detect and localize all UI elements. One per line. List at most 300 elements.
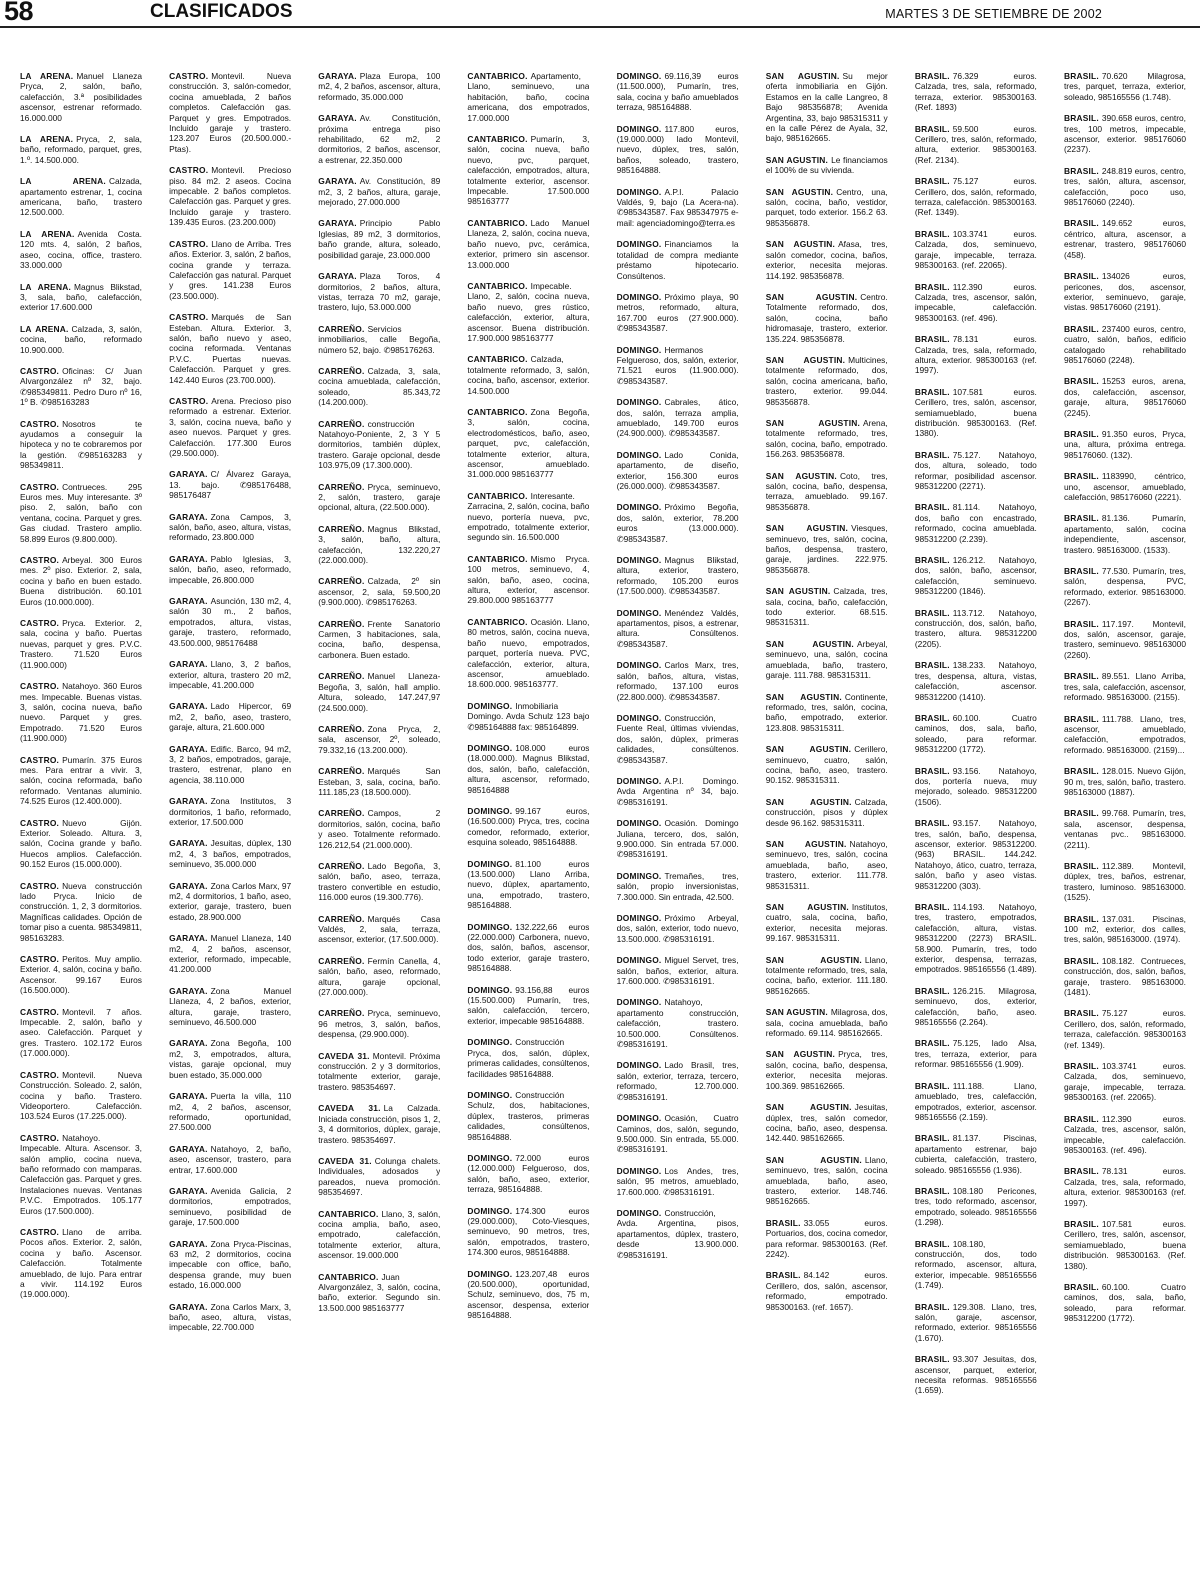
classified-ad bbox=[915, 660, 1037, 702]
ad-text: Llano de Arriba. Tres años. Exterior. 3, salón, 2 baños, cocina grande y terraza. Calefacción gas natural. Parquet y gres. 141.238 Euros (23.500.000). bbox=[169, 238, 292, 301]
ad-text: Zona Begoña, 100 m2, 3, empotrados, altura, vistas, garaje opcional, muy buen estado, 35.000.000 bbox=[169, 1038, 292, 1080]
classified-ad bbox=[766, 744, 888, 786]
classified-ad bbox=[1064, 808, 1186, 850]
classified-ad bbox=[20, 229, 142, 271]
ad-agency: CARREÑO. bbox=[318, 418, 365, 429]
classified-ad bbox=[169, 986, 291, 1028]
ad-agency: BRASIL. bbox=[914, 712, 950, 723]
ad-text: 81.137. Piscinas, apartamento estrenar, bajo cubierta, calefacción, trastero, soleado. 985165556 (1.936). bbox=[914, 1133, 1037, 1175]
ad-agency: BRASIL. bbox=[914, 1185, 950, 1196]
classified-ad bbox=[169, 881, 291, 923]
ad-text: 81.100 euros (13.500.000) Llano Arriba, nuevo, dúplex, apartamento, una, empotrado, trastero, 985164888. bbox=[467, 858, 590, 911]
ad-agency: SAN AGUSTIN. bbox=[765, 523, 849, 534]
ad-agency: BRASIL. bbox=[1063, 271, 1099, 282]
ad-text: 93.307 Jesuitas, dos, ascensor, parquet, exterior, necesita reformas. 985165556 (1.659). bbox=[914, 1354, 1037, 1396]
ad-agency: CANTABRICO. bbox=[467, 553, 528, 564]
ad-agency: BRASIL. bbox=[1063, 1008, 1099, 1019]
classified-ad bbox=[467, 1206, 589, 1258]
ad-text: 81.114. Natahoyo, dos, baño con encastrado, reformado, cocina amueblada. 985312200 (2.239). bbox=[914, 502, 1037, 544]
ad-agency: CANTABRICO. bbox=[318, 1208, 379, 1219]
ad-agency: DOMINGO. bbox=[616, 1207, 662, 1218]
ad-agency: SAN AGUSTIN. bbox=[765, 354, 846, 365]
ad-text: Llano, 3, salón, cocina amplia, baño, aseo, empotrado, calefacción, totalmente exterior, altura, ascensor. 19.000.000 bbox=[318, 1208, 441, 1261]
ad-text: Centro, una, salón, cocina, baño, vestidor, parquet, todo exterior. 156.2 63. 985356878. bbox=[765, 186, 888, 228]
classified-ad bbox=[318, 861, 440, 903]
ad-agency: DOMINGO. bbox=[467, 1152, 513, 1163]
classified-columns bbox=[20, 71, 1186, 1571]
ad-text: 126.215. Milagrosa, seminuevo, dos, exterior, calefacción, baño, aseo. 985165556 (2.264). bbox=[914, 985, 1037, 1028]
ad-text: 149.652 euros, céntrico, altura, ascensor, a estrenar, trastero, 985176060 (458). bbox=[1063, 218, 1186, 260]
classified-ad bbox=[467, 1153, 589, 1195]
ad-text: Frente Sanatorio Carmen, 3 habitaciones, sala, cocina, baño, despensa, carbonera. Buen estado. bbox=[318, 618, 441, 660]
classified-ad bbox=[467, 617, 589, 690]
ad-agency: CAVEDA 31. bbox=[318, 1050, 370, 1061]
ad-agency: BRASIL. bbox=[1063, 1113, 1099, 1124]
classified-ad bbox=[318, 766, 440, 797]
ad-text: 1183990, céntrico, uno, ascensor, amueblado, calefacción, 985176060 (2221). bbox=[1063, 471, 1186, 502]
ad-agency: SAN AGUSTIN. bbox=[765, 691, 842, 702]
classified-ad bbox=[1064, 619, 1186, 661]
classified-ad bbox=[20, 881, 142, 943]
classified-ad bbox=[766, 292, 888, 344]
ad-agency: CASTRO. bbox=[169, 395, 209, 406]
classified-ad bbox=[20, 555, 142, 607]
classified-ad bbox=[766, 1102, 888, 1144]
ad-text: Magnus Blikstad, 3, sala, baño, calefacción, exterior 17.600.000 bbox=[20, 281, 142, 313]
ad-text: 114.193. Natahoyo, tres, trastero, empotrados, calefacción, altura, vistas. 985312200 (2273) BRASIL. 58.900. Pumarín, tres, todo exterior, despensa, terrazas, empotrados. 985165556 (1.489). bbox=[914, 902, 1037, 975]
ad-text: 107.581 euros. Cerillero, tres, salón, ascensor, semiamueblado, buena distribución. 985300163. (Ref. 1380). bbox=[1063, 1218, 1186, 1271]
classified-ad bbox=[467, 806, 589, 848]
ad-agency: DOMINGO. bbox=[616, 555, 662, 566]
classified-ad bbox=[169, 701, 291, 732]
ad-agency: DOMINGO. bbox=[616, 1165, 662, 1176]
ad-agency: DOMINGO. bbox=[616, 712, 662, 723]
ad-agency: DOMINGO. bbox=[616, 870, 662, 881]
classified-ad bbox=[617, 124, 739, 176]
ad-agency: DOMINGO. bbox=[467, 700, 513, 711]
ad-text: 72.000 euros (12.000.000) Felgueroso, dos, salón, baño, aseo, exterior, terraza, 985164888. bbox=[467, 1152, 590, 1195]
classified-ad bbox=[915, 766, 1037, 808]
ad-text: 59.500 euros. Cerillero, tres, salón, reformado, altura, exterior. 985300163. (Ref. 2134). bbox=[914, 123, 1037, 165]
ad-text: Magnus Blikstad, altura, exterior, trastero, reformado, 105.200 euros (17.500.000). ✆985343587. bbox=[616, 555, 739, 597]
ad-text: Contrueces. 295 Euros mes. Muy interesante. 3º piso. 2, salón, baño con ventana, cocina. Parquet y gres. Gas ciudad. Trastero amplio. 58.899 Euros (9.800.000). bbox=[20, 481, 142, 544]
ad-text: Menéndez Valdés, apartamentos, pisos, a estrenar, altura. Consúltenos. ✆985343587. bbox=[616, 607, 739, 649]
ad-text: Centro. Totalmente reformado, dos, salón, cocina, baño hidromasaje, trastero, exterior. 135.224. 985356878. bbox=[765, 291, 888, 344]
ad-agency: BRASIL. bbox=[914, 818, 950, 829]
classified-ad bbox=[617, 713, 739, 765]
ad-text: Su mejor oferta inmobiliaria en Gijón. Estamos en la calle Langreo, 8 Bajo 985356878; Avenida Argentina, 33, bajo 985315311 y en la calle Pérez de Ayala, 32, bajo, 985162665. bbox=[765, 71, 888, 144]
classified-ad bbox=[169, 744, 291, 786]
ad-agency: CARREÑO. bbox=[318, 766, 365, 777]
ad-agency: CARREÑO. bbox=[318, 618, 365, 629]
ad-agency: GARAYA. bbox=[169, 933, 208, 944]
classified-ad bbox=[766, 955, 888, 997]
ad-agency: BRASIL. bbox=[1063, 428, 1099, 439]
ad-agency: CAVEDA 31. bbox=[318, 1103, 381, 1114]
ad-text: 108.180 Pericones, tres, todo reformado, ascensor, empotrado, soleado. 985165556 (1.298). bbox=[914, 1185, 1037, 1228]
ad-text: Próximo playa, 90 metros, reformado, altura, 167.700 euros (27.900.000). ✆985343587. bbox=[616, 291, 739, 334]
ad-text: Avenida Galicia, 2 dormitorios, empotrados, seminuevo, posibilidad de garaje, 17.500.000 bbox=[169, 1185, 292, 1228]
ad-text: Principio Pablo Iglesias, 89 m2, 3 dormitorios, baño grande, altura, soleado, posibilidad garaje, 23.000.000 bbox=[318, 218, 441, 260]
classified-ad bbox=[318, 419, 440, 471]
classified-ad bbox=[915, 124, 1037, 166]
classified-ad bbox=[617, 239, 739, 281]
classified-ad bbox=[318, 482, 440, 513]
classified-ad bbox=[318, 1209, 440, 1261]
ad-text: Arbeyal. 300 Euros mes. 2º piso. Exterior. 2, sala, cocina y baño en buen estado. Buena distribución. 60.101 Euros (10.000.000). bbox=[20, 555, 142, 607]
classified-ad bbox=[169, 933, 291, 975]
classified-ad bbox=[915, 229, 1037, 271]
classified-ad bbox=[915, 387, 1037, 439]
ad-agency: SAN AGUSTIN. bbox=[765, 902, 849, 912]
ad-agency: BRASIL. bbox=[765, 1270, 801, 1281]
ad-agency: SAN AGUSTIN. bbox=[765, 186, 834, 197]
column-8 bbox=[1064, 71, 1186, 1571]
ad-text: Cerillero, seminuevo, cuatro, salón, cocina, baño, aseo, trastero. 90.152. 985315311. bbox=[765, 744, 888, 786]
classified-ad bbox=[915, 818, 1037, 891]
ad-text: Montevil. Nueva Construcción. Soleado. 2, salón, cocina y baño. Trastero. Videoportero. Calefacción. 103.524 Euros (17.225.000). bbox=[20, 1069, 142, 1122]
ad-agency: DOMINGO. bbox=[467, 858, 513, 869]
ad-agency: LA ARENA. bbox=[20, 228, 75, 239]
classified-ad bbox=[617, 871, 739, 902]
ad-text: Le financiamos el 100% de su vivienda. bbox=[765, 154, 888, 176]
ad-text: Magnus Blikstad, 3, salón, baño, altura, calefacción, 132.220,27 (22.000.000). bbox=[318, 523, 441, 566]
classified-ad bbox=[617, 955, 739, 986]
ad-agency: DOMINGO. bbox=[467, 921, 513, 932]
ad-text: Impecable. Llano, 2, salón, cocina nueva, baño nuevo, gres rústico, calefacción, exterior, altura, ascensor. Buena distribución. 17.900.000 985163777 bbox=[467, 280, 590, 343]
classified-ad bbox=[467, 134, 589, 207]
ad-agency: BRASIL. bbox=[914, 386, 950, 397]
ad-text: Calzada, 2º sin ascensor, 2, sala, 59.500,20 (9.900.000). ✆985176263. bbox=[318, 576, 441, 608]
ad-text: Llano, seminuevo, tres, salón, cocina amueblada, baño, aseo, trastero, exterior. 148.746. 985162665. bbox=[765, 1154, 888, 1207]
ad-agency: DOMINGO. bbox=[467, 1089, 513, 1100]
ad-agency: GARAYA. bbox=[318, 113, 357, 124]
ad-text: Montevil. Próxima construcción. 2 y 3 dormitorios, totalmente exterior, garaje, trastero. 985354697. bbox=[318, 1050, 441, 1092]
ad-agency: BRASIL. bbox=[1063, 860, 1099, 871]
classified-ad bbox=[169, 838, 291, 869]
ad-agency: BRASIL. bbox=[914, 1133, 950, 1144]
ad-text: Nueva construcción lado Pryca. Inicio de construcción. 1, 2, 3 dormitorios. Magníficas calidades. Opción de tomar piso a cuenta. 985349811, 985163283. bbox=[20, 880, 142, 943]
classified-ad bbox=[915, 555, 1037, 597]
ad-text: 15253 euros, arena, dos, calefacción, ascensor, garaje, altura, 985176060 (2245). bbox=[1063, 376, 1186, 418]
ad-agency: DOMINGO. bbox=[616, 71, 662, 81]
ad-text: 117.197. Montevil, dos, salón, ascensor, garaje, trastero, seminuevo. 985163000 (2260). bbox=[1063, 618, 1186, 660]
ad-agency: SAN AGUSTIN. bbox=[765, 796, 852, 807]
classified-ad bbox=[169, 1091, 291, 1133]
ad-text: Natahoyo, seminuevo, tres, salón, cocina amueblada, baño, aseo, trastero, exterior. 111.778. 985315311. bbox=[765, 838, 888, 891]
ad-agency: DOMINGO. bbox=[616, 397, 662, 408]
classified-ad bbox=[467, 71, 589, 123]
ad-text: 75.127. Natahoyo, dos, altura, soleado, todo reformar, posibilidad ascensor. 985312200 (2271). bbox=[914, 449, 1037, 491]
ad-agency: SAN AGUSTIN. bbox=[765, 470, 837, 481]
classified-ad bbox=[915, 986, 1037, 1028]
ad-agency: GARAYA. bbox=[169, 1238, 208, 1249]
ad-text: 108.182. Contrueces, construcción, dos, salón, baños, garaje, trastero. 985163000. (1481). bbox=[1063, 955, 1186, 998]
ad-text: Mismo Pryca. 100 metros, seminuevo, 4, salón, baño, aseo, cocina, altura, exterior, ascensor. 29.800.000 985163777 bbox=[467, 553, 590, 606]
ad-text: Peritos. Muy amplio. Exterior. 4, salón, cocina y baño. Ascensor. 99.167 Euros (16.500.000). bbox=[20, 954, 142, 996]
ad-agency: CASTRO. bbox=[169, 165, 209, 176]
ad-agency: DOMINGO. bbox=[467, 742, 513, 753]
ad-agency: CASTRO. bbox=[20, 481, 60, 492]
classified-ad bbox=[915, 1081, 1037, 1123]
classified-ad bbox=[766, 239, 888, 281]
ad-agency: DOMINGO. bbox=[616, 913, 662, 923]
ad-agency: BRASIL. bbox=[1063, 913, 1099, 924]
section-title: CLASIFICADOS bbox=[150, 1, 293, 22]
classified-ad bbox=[915, 502, 1037, 544]
ad-text: Hermanos Felgueroso, dos, salón, exterior, 71.521 euros (11.900.000). ✆985343587. bbox=[616, 344, 739, 386]
ad-text: 76.329 euros. Calzada, tres, sala, reformado, terraza, exterior. 985300163. (Ref. 1893) bbox=[914, 71, 1037, 113]
ad-agency: CARREÑO. bbox=[318, 808, 365, 819]
ad-text: 70.620 Milagrosa, tres, parquet, terraza, exterior, soleado, 985165556 (1.748). bbox=[1063, 71, 1186, 102]
classified-ad bbox=[467, 1090, 589, 1142]
ad-text: 103.3741 euros. Calzada, dos, seminuevo, garaje, impecable, terraza. 985300163. (ref. 22065). bbox=[914, 228, 1037, 271]
ad-text: Arbeyal, seminuevo, una, salón, cocina amueblada, baño, trastero, garaje. 111.788. 985315311. bbox=[765, 638, 888, 681]
classified-ad bbox=[20, 818, 142, 870]
classified-ad bbox=[169, 469, 291, 500]
ad-agency: CASTRO. bbox=[169, 238, 209, 249]
classified-ad bbox=[169, 239, 291, 301]
ad-agency: GARAYA. bbox=[318, 71, 357, 81]
ad-text: 93.157. Natahoyo, tres, salón, baño, despensa, ascensor, exterior. 985312200. (963) BRASIL. 144.242. Natahoyo, ático, cuatro, terraza, salón, baño y aseo vistas. 985312200 (303). bbox=[914, 818, 1037, 891]
ad-agency: GARAYA. bbox=[318, 218, 357, 229]
classified-ad bbox=[1064, 956, 1186, 998]
classified-ad bbox=[467, 491, 589, 543]
ad-text: Marqués de San Esteban. Altura. Exterior. 3, salón, baño nuevo y aseo, cocina reformada. Ventanas P.V.C. Puertas nuevas. Calefacción. Parquet y gres. 142.440 Euros (23.700.000). bbox=[169, 312, 292, 385]
ad-agency: BRASIL. bbox=[914, 1354, 950, 1365]
ad-agency: BRASIL. bbox=[1063, 671, 1099, 682]
classified-ad bbox=[617, 818, 739, 860]
classified-ad bbox=[1064, 1114, 1186, 1156]
ad-text: 132.222,66 euros (22.000.000) Carbonera, nuevo, dos, salón, baños, ascensor, todo exterior, garaje trastero, 985164888. bbox=[467, 921, 590, 974]
ad-text: Llano, 3, 2 baños, exterior, altura, trastero 20 m2, impecable, 41.200.000 bbox=[169, 659, 292, 690]
ad-text: Pryca, 2, sala, baño, reformado, parquet, gres, 1.º. 14.500.000. bbox=[20, 134, 142, 165]
ad-agency: DOMINGO. bbox=[616, 1060, 662, 1071]
ad-text: 99.768. Pumarín, tres, sala, ascensor, despensa, ventanas pvc.. 985163000. (2211). bbox=[1063, 808, 1186, 850]
classified-ad bbox=[1064, 1061, 1186, 1103]
ad-agency: CARREÑO. bbox=[318, 860, 365, 871]
ad-agency: CASTRO. bbox=[20, 365, 60, 376]
ad-agency: BRASIL. bbox=[1063, 1281, 1099, 1292]
classified-ad bbox=[766, 639, 888, 681]
classified-ad bbox=[318, 956, 440, 998]
ad-text: 107.581 euros. Cerillero, tres, salón, ascensor, semiamueblado, buena distribución. 985300163. (Ref. 1380). bbox=[914, 386, 1037, 439]
ad-agency: BRASIL. bbox=[1063, 323, 1099, 334]
ad-agency: CANTABRICO. bbox=[467, 354, 528, 365]
ad-agency: DOMINGO. bbox=[616, 502, 662, 513]
ad-agency: CASTRO. bbox=[20, 880, 60, 891]
ad-text: Interesante. Zarracina, 2, salón, cocina, baño nuevo, portería nueva, pvc, empotrado, totalmente exterior, segundo sin. 16.500.000 bbox=[467, 490, 590, 543]
ad-agency: SAN AGUSTIN. bbox=[765, 239, 836, 250]
ad-text: Cabrales, ático, dos, salón, terraza amplia, amueblado, 149.700 euros (24.900.000). ✆985343587. bbox=[616, 397, 739, 439]
classified-ad bbox=[1064, 861, 1186, 903]
classified-ad bbox=[766, 471, 888, 513]
ad-text: Calzada, totalmente reformado, 3, salón, cocina, baño, ascensor, exterior. 14.500.000 bbox=[467, 354, 590, 396]
classified-ad bbox=[20, 324, 142, 355]
ad-agency: GARAYA. bbox=[169, 1143, 208, 1154]
ad-agency: BRASIL. bbox=[914, 1238, 950, 1249]
ad-agency: BRASIL. bbox=[1063, 1218, 1099, 1229]
ad-text: C/ Álvarez Garaya, 13. bajo. ✆985176488, 985176487 bbox=[169, 469, 292, 501]
classified-ad bbox=[1064, 324, 1186, 366]
classified-ad bbox=[318, 271, 440, 313]
ad-text: Natahoyo, apartamento construcción, calefacción, trastero. 10.500.000. Consúltenos. ✆985316191. bbox=[616, 997, 739, 1050]
ad-agency: BRASIL. bbox=[914, 1301, 950, 1312]
ad-text: 99.167 euros, (16.500.000) Pryca, tres, cocina comedor, reformado, exterior, esquina soleado, 985164888. bbox=[467, 805, 590, 848]
ad-text: Servicios inmobiliarios, calle Begoña, número 52, bajo. ✆985176263. bbox=[318, 323, 441, 355]
classified-ad bbox=[20, 1007, 142, 1059]
ad-agency: LA ARENA. bbox=[20, 134, 74, 145]
ad-text: 75.125, lado Alsa, tres, terraza, exterior, para reformar. 985165556 (1.909). bbox=[914, 1038, 1037, 1070]
classified-ad bbox=[318, 218, 440, 260]
ad-text: Afasa, tres, salón comedor, cocina, baños, exterior, necesita mejoras. 114.192. 985356878. bbox=[765, 239, 888, 281]
classified-ad bbox=[169, 659, 291, 690]
classified-ad bbox=[617, 776, 739, 807]
classified-ad bbox=[318, 619, 440, 661]
ad-agency: BRASIL. bbox=[1063, 513, 1099, 524]
ad-agency: CASTRO. bbox=[20, 1006, 60, 1017]
classified-ad bbox=[20, 134, 142, 165]
ad-agency: LA ARENA. bbox=[20, 323, 69, 334]
classified-ad bbox=[617, 71, 739, 113]
ad-agency: CARREÑO. bbox=[318, 365, 365, 376]
ad-text: Natahoyo, 2, baño, aseo, ascensor, trastero, para entrar, 17.600.000 bbox=[169, 1143, 292, 1175]
ad-text: Zona Campos, 3, salón, baño, aseo, altura, vistas, reformado, 23.800.000 bbox=[169, 511, 292, 543]
ad-text: Zona Carlos Marx, 97 m2, 4 dormitorios, 1 baño, aseo, exterior, garaje, trastero, buen estado, 28.900.000 bbox=[169, 880, 292, 922]
ad-text: Ocasión. Domingo Juliana, tercero, dos, salón, 9.900.000. Sin entrada 57.000. ✆985316191. bbox=[616, 818, 739, 860]
ad-text: 123.207,48 euros (20.500.000), oportunidad, Schulz, seminuevo, dos, 75 m, ascensor, despensa, exterior 985164888. bbox=[467, 1268, 590, 1321]
ad-agency: BRASIL. bbox=[914, 607, 950, 618]
classified-ad bbox=[766, 1155, 888, 1207]
classified-ad bbox=[467, 407, 589, 480]
ad-agency: SAN AGUSTIN. bbox=[765, 838, 847, 849]
ad-agency: CASTRO. bbox=[20, 1069, 60, 1080]
ad-text: Coto, tres, salón, cocina, baño, despensa, terraza, amueblado. 99.167. 985356878. bbox=[765, 470, 888, 512]
ad-text: construcción Natahoyo-Poniente, 2, 3 Y 5 dormitorios, también dúplex, trastero. Garaje opcional, desde 103.975,09 (17.300.000). bbox=[318, 418, 441, 471]
classified-ad bbox=[169, 1186, 291, 1228]
classified-ad bbox=[915, 450, 1037, 492]
classified-ad bbox=[915, 608, 1037, 650]
ad-agency: SAN AGUSTIN. bbox=[765, 1007, 828, 1018]
page-header bbox=[0, 0, 1200, 26]
classified-ad bbox=[617, 502, 739, 544]
ad-agency: BRASIL. bbox=[1063, 713, 1099, 724]
ad-text: Miguel Servet, tres, salón, baños, exterior, altura. 17.600.000. ✆985316191. bbox=[616, 955, 739, 987]
ad-agency: BRASIL. bbox=[1063, 766, 1099, 777]
ad-text: Próximo Arbeyal, dos, salón, exterior, todo nuevo, 13.500.000. ✆985316191. bbox=[616, 913, 739, 944]
ad-text: 108.000 euros (18.000.000). Magnus Blikstad, dos, salón, baño, calefacción, altura, ascensor, reformado, 985164888 bbox=[467, 742, 590, 795]
ad-agency: BRASIL. bbox=[1063, 165, 1099, 176]
ad-agency: SAN AGUSTIN. bbox=[765, 417, 861, 428]
ad-agency: GARAYA. bbox=[169, 743, 208, 754]
ad-text: Jesuitas, dúplex, tres, salón comedor, cocina, baño, aseo, despensa. 142.440. 985162665. bbox=[765, 1102, 888, 1144]
ad-agency: GARAYA. bbox=[169, 659, 208, 670]
classified-ad bbox=[1064, 1219, 1186, 1271]
ad-text: 112.389. Montevil, dúplex, tres, baños, estrenar, trastero, luminoso. 985163000. (1525). bbox=[1063, 860, 1186, 903]
ad-text: 117.800 euros, (19.000.000) lado Montevil, nuevo, dúplex, tres, salón, baños, soleado, trastero, 985164888. bbox=[616, 123, 739, 176]
ad-agency: BRASIL. bbox=[914, 176, 950, 187]
classified-ad bbox=[318, 71, 440, 102]
ad-agency: GARAYA. bbox=[169, 511, 208, 522]
ad-text: Oficinas: C/ Juan Alvargonzález nº 32, bajo. ✆985349811. Pedro Duro nº 16, 1º B. ✆985163283 bbox=[20, 365, 142, 408]
classified-ad bbox=[1064, 271, 1186, 313]
ad-agency: GARAYA. bbox=[169, 880, 208, 891]
ad-agency: GARAYA. bbox=[169, 701, 208, 712]
ad-text: Montevil. Precioso piso. 84 m2. 2 aseos. Cocina impecable. 2 baños completos. Calefacción gas. Parquet y gres. Incluido garaje y trastero. 139.435 Euros. (23.200.000) bbox=[169, 165, 292, 228]
issue-date: MARTES 3 DE SETIEMBRE DE 2002 bbox=[885, 7, 1102, 21]
ad-agency: SAN AGUSTIN. bbox=[765, 586, 831, 597]
classified-ad bbox=[467, 859, 589, 911]
ad-agency: BRASIL. bbox=[1063, 566, 1099, 577]
ad-agency: GARAYA. bbox=[169, 1091, 208, 1102]
ad-text: Construcción, Avda. Argentina, pisos, apartamentos, dúplex, trastero, desde 13.900.000. ✆985316191. bbox=[616, 1207, 739, 1260]
ad-text: Puerta la villa, 110 m2, 4, 2 baños, ascensor, reformado, oportunidad, 27.500.000 bbox=[169, 1091, 292, 1133]
ad-agency: BRASIL. bbox=[914, 334, 950, 345]
ad-text: Próximo Begoña, dos, salón, exterior, 78.200 euros (13.000.000). ✆985343587. bbox=[616, 502, 739, 544]
ad-text: Viesques, seminuevo, tres, salón, cocina, baños, despensa, trastero, garaje, jardines. 222.975. 985356878. bbox=[765, 523, 888, 575]
classified-ad bbox=[169, 1038, 291, 1080]
classified-ad bbox=[915, 334, 1037, 376]
classified-ad bbox=[915, 1302, 1037, 1344]
ad-agency: CANTABRICO. bbox=[467, 134, 528, 145]
ad-agency: GARAYA. bbox=[169, 1185, 208, 1196]
ad-text: Marqués San Esteban, 3, sala, cocina, baño. 111.185,23 (18.500.000). bbox=[318, 766, 441, 797]
classified-ad bbox=[617, 997, 739, 1049]
ad-agency: CASTRO. bbox=[20, 418, 60, 429]
classified-ad bbox=[318, 324, 440, 355]
classified-ad bbox=[915, 902, 1037, 975]
ad-agency: CARREÑO. bbox=[318, 723, 365, 734]
classified-ad bbox=[169, 512, 291, 543]
ad-agency: GARAYA. bbox=[169, 596, 208, 607]
ad-text: 138.233. Natahoyo, tres, despensa, altura, vistas, calefacción, ascensor. 985312200 (1410). bbox=[914, 660, 1037, 702]
ad-text: 75.127 euros. Cerillero, dos, salón, reformado, terraza, calefacción. 985300163. (Ref. 1349). bbox=[914, 176, 1037, 218]
ad-agency: SAN AGUSTIN. bbox=[765, 1154, 862, 1165]
ad-agency: BRASIL. bbox=[914, 555, 950, 566]
classified-ad bbox=[766, 1007, 888, 1038]
ad-text: Pryca, tres, salón, cocina, baño, despensa, exterior, necesita mejoras. 100.369. 985162665. bbox=[765, 1049, 888, 1091]
ad-agency: DOMINGO. bbox=[616, 1113, 662, 1124]
ad-agency: SAN AGUSTIN. bbox=[765, 954, 862, 965]
ad-agency: BRASIL. bbox=[914, 902, 950, 912]
header-rule bbox=[0, 26, 1200, 28]
classified-ad bbox=[766, 155, 888, 176]
ad-agency: GARAYA. bbox=[169, 1038, 208, 1049]
ad-agency: CARREÑO. bbox=[318, 671, 365, 682]
classified-ad bbox=[318, 524, 440, 566]
ad-agency: CANTABRICO. bbox=[467, 616, 528, 627]
ad-agency: CANTABRICO. bbox=[467, 490, 528, 501]
ad-agency: DOMINGO. bbox=[616, 955, 662, 966]
classified-ad bbox=[467, 743, 589, 795]
ad-agency: DOMINGO. bbox=[616, 818, 662, 829]
classified-ad bbox=[617, 913, 739, 944]
ad-agency: BRASIL. bbox=[914, 985, 950, 996]
ad-agency: BRASIL. bbox=[1063, 618, 1099, 629]
ad-agency: LA ARENA. bbox=[20, 281, 71, 292]
classified-ad bbox=[915, 713, 1037, 755]
ad-agency: DOMINGO. bbox=[467, 1268, 513, 1279]
classified-ad bbox=[20, 681, 142, 743]
ad-text: Calzada, 3, salón, cocina, baño, reformado 10.900.000. bbox=[20, 323, 142, 355]
ad-agency: CARREÑO. bbox=[318, 323, 365, 334]
classified-ad bbox=[766, 71, 888, 144]
ad-text: Marqués Casa Valdés, 2, sala, terraza, ascensor, exterior, (17.500.000). bbox=[318, 913, 441, 945]
column-4 bbox=[467, 71, 589, 1571]
ad-agency: SAN AGUSTIN. bbox=[765, 1049, 836, 1060]
ad-agency: BRASIL. bbox=[914, 123, 950, 134]
ad-agency: DOMINGO. bbox=[467, 984, 513, 995]
